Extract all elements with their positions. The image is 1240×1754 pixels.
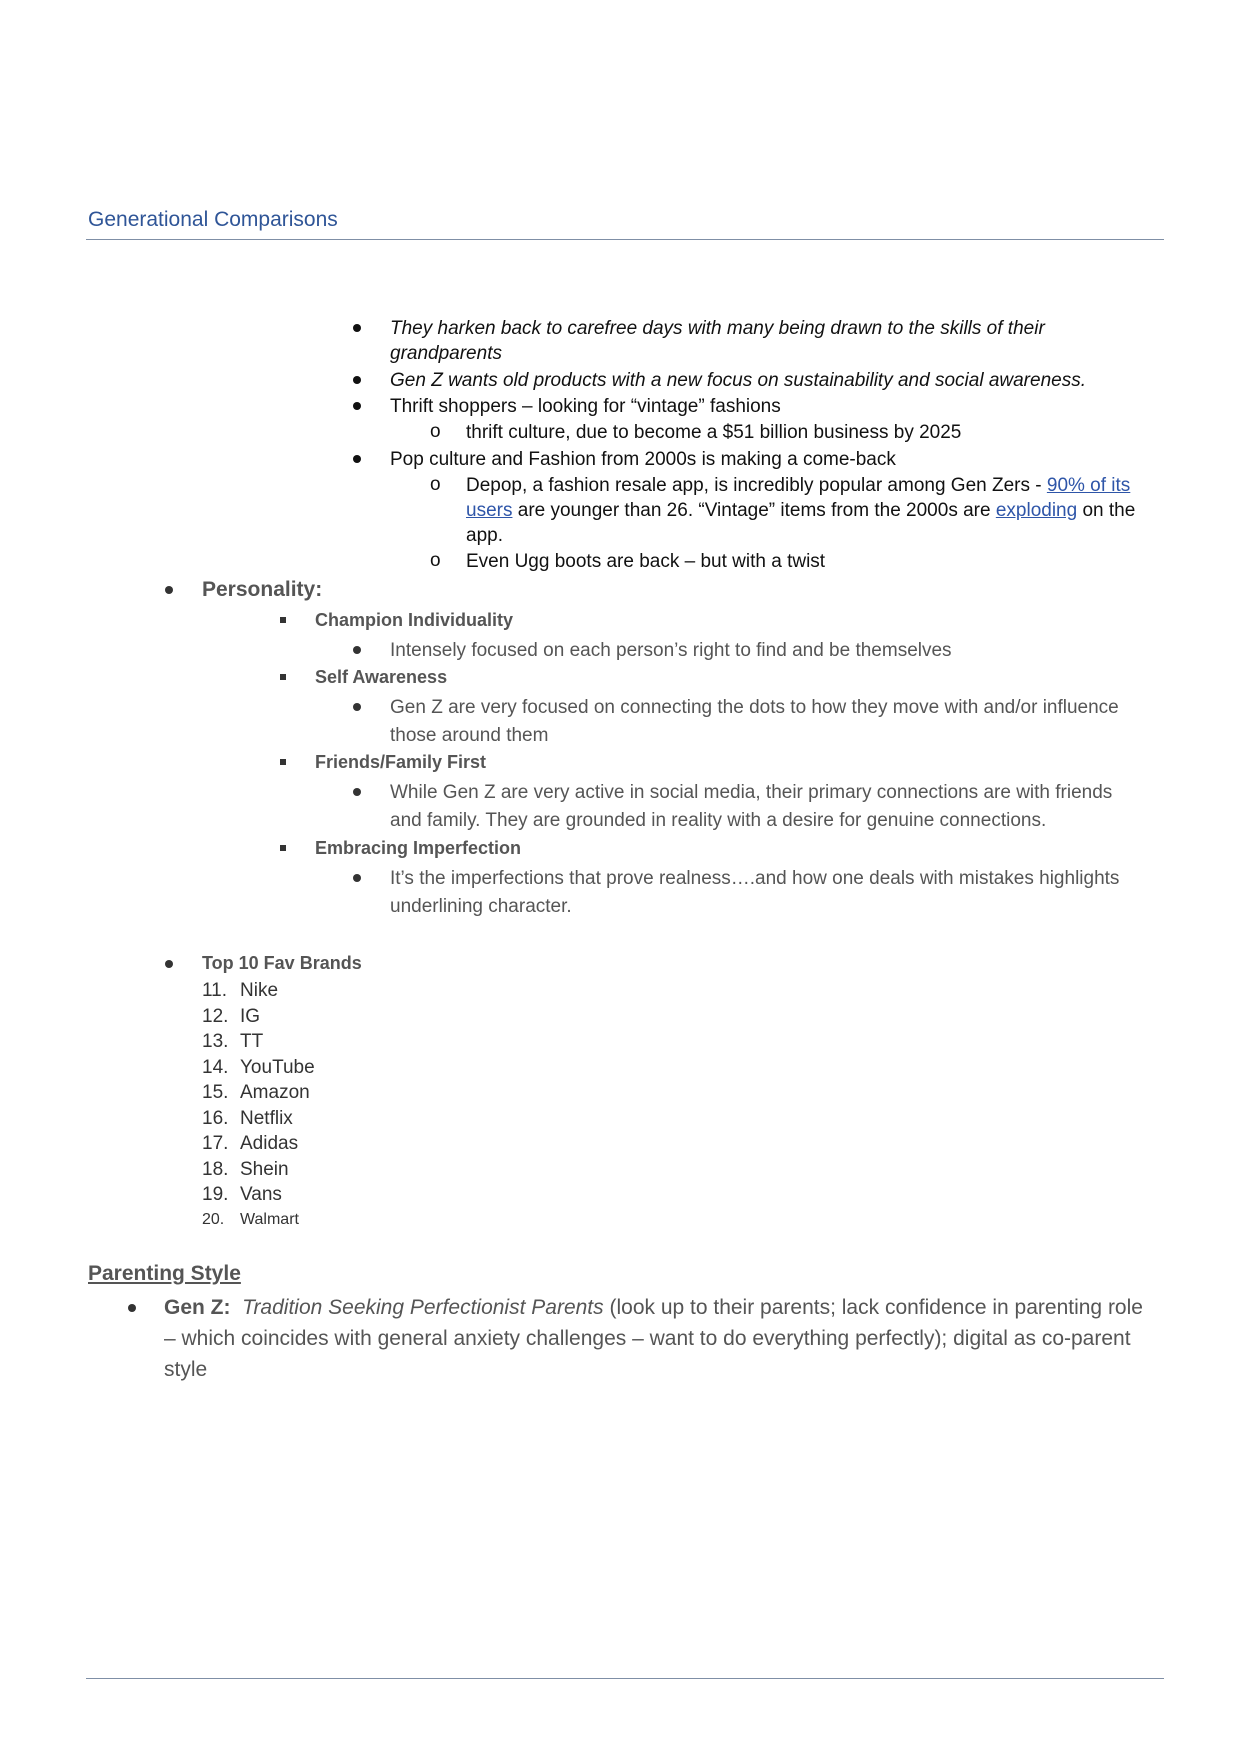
- list-number: 11.: [202, 980, 228, 1001]
- bullet: [353, 703, 361, 711]
- trait-name: Friends/Family First: [315, 752, 487, 772]
- depop-text-mid: are younger than 26. “Vintage” items from the 2000s are: [512, 500, 996, 521]
- list-number: 16.: [202, 1108, 229, 1129]
- parenting-line2: – which coincides with general anxiety challenges – want to do everything perfectly); digital as co-parent: [164, 1327, 1131, 1350]
- brands-heading: Top 10 Fav Brands: [202, 953, 362, 973]
- trend-bullet-4: Pop culture and Fashion from 2000s is making a come-back: [390, 449, 896, 470]
- trait-desc-line1: It’s the imperfections that prove realness….and how one deals with mistakes highlights: [390, 868, 1120, 889]
- parenting-label: Gen Z:: [164, 1296, 231, 1319]
- bullet: [165, 960, 173, 968]
- list-item: IG: [240, 1006, 261, 1027]
- list-number: 20.: [202, 1211, 225, 1228]
- list-item: TT: [240, 1031, 264, 1052]
- trend-bullet-1-line2: grandparents: [390, 343, 502, 364]
- sub-bullet-marker: o: [430, 474, 441, 495]
- bullet: [353, 874, 361, 882]
- trait-desc-line2: those around them: [390, 725, 549, 746]
- trait-name: Champion Individuality: [315, 610, 514, 630]
- parenting-heading: Parenting Style: [88, 1262, 241, 1285]
- list-number: 13.: [202, 1031, 229, 1052]
- bullet: [165, 586, 173, 594]
- trait-desc-line1: While Gen Z are very active in social media, their primary connections are with friends: [390, 782, 1113, 803]
- square-bullet: [280, 617, 286, 623]
- trend-bullet-4-sub2: Even Ugg boots are back – but with a twist: [466, 551, 826, 572]
- bullet: [353, 402, 361, 410]
- trend-bullet-1-line1: They harken back to carefree days with many being drawn to the skills of their: [390, 318, 1045, 339]
- list-item: YouTube: [240, 1057, 315, 1078]
- trait-name: Embracing Imperfection: [315, 838, 522, 858]
- list-item: Amazon: [240, 1082, 310, 1103]
- list-item: Netflix: [240, 1108, 293, 1129]
- trend-bullet-4-sub1-line2: [466, 498, 1135, 523]
- parenting-line1: [164, 1292, 1143, 1323]
- depop-stat-link-cont[interactable]: users: [466, 500, 513, 521]
- trend-bullet-4-sub1-line3: app.: [466, 525, 503, 546]
- sub-bullet-marker: o: [430, 550, 441, 571]
- list-item: Vans: [240, 1184, 282, 1205]
- footer-divider: [86, 1678, 1164, 1679]
- list-number: 19.: [202, 1184, 229, 1205]
- list-number: 12.: [202, 1006, 229, 1027]
- list-number: 17.: [202, 1133, 229, 1154]
- bullet: [353, 788, 361, 796]
- bullet: [353, 376, 361, 384]
- list-item: Nike: [240, 980, 279, 1001]
- trait-desc-line1: Gen Z are very focused on connecting the dots to how they move with and/or influence: [390, 697, 1119, 718]
- square-bullet: [280, 759, 286, 765]
- list-item: Shein: [240, 1159, 289, 1180]
- parenting-line1-rest: (look up to their parents; lack confidence in parenting role: [603, 1296, 1143, 1319]
- trend-bullet-2: Gen Z wants old products with a new focus on sustainability and social awareness.: [390, 370, 1086, 391]
- bullet: [128, 1304, 136, 1312]
- trait-desc-line2: and family. They are grounded in reality with a desire for genuine connections.: [390, 810, 1047, 831]
- trend-bullet-4-sub1-line1: [466, 473, 1130, 498]
- exploding-link[interactable]: exploding: [995, 500, 1078, 521]
- depop-text: Depop, a fashion resale app, is incredibly popular among Gen Zers -: [466, 475, 1047, 496]
- parenting-line3: style: [164, 1358, 208, 1381]
- list-number: 14.: [202, 1057, 229, 1078]
- trait-desc-line1: Intensely focused on each person’s right to find and be themselves: [390, 640, 952, 661]
- trend-bullet-3-sub: thrift culture, due to become a $51 billion business by 2025: [466, 422, 962, 443]
- bullet: [353, 324, 361, 332]
- depop-stat-link[interactable]: 90% of its: [1046, 475, 1131, 496]
- list-number: 15.: [202, 1082, 229, 1103]
- list-item: Walmart: [240, 1211, 299, 1228]
- trait-desc-line2: underlining character.: [390, 896, 572, 917]
- list-number: 18.: [202, 1159, 229, 1180]
- list-item: Adidas: [240, 1133, 299, 1154]
- bullet: [353, 646, 361, 654]
- page-header-title: Generational Comparisons: [88, 208, 338, 231]
- square-bullet: [280, 674, 286, 680]
- square-bullet: [280, 845, 286, 851]
- trait-name: Self Awareness: [315, 667, 448, 687]
- trend-bullet-3: Thrift shoppers – looking for “vintage” fashions: [390, 396, 781, 417]
- depop-text-post: on the: [1077, 500, 1136, 521]
- sub-bullet-marker: o: [430, 421, 441, 442]
- parenting-style-name: Tradition Seeking Perfectionist Parents: [242, 1296, 604, 1319]
- header-divider: [86, 239, 1164, 240]
- bullet: [353, 455, 361, 463]
- personality-heading: Personality:: [202, 578, 323, 601]
